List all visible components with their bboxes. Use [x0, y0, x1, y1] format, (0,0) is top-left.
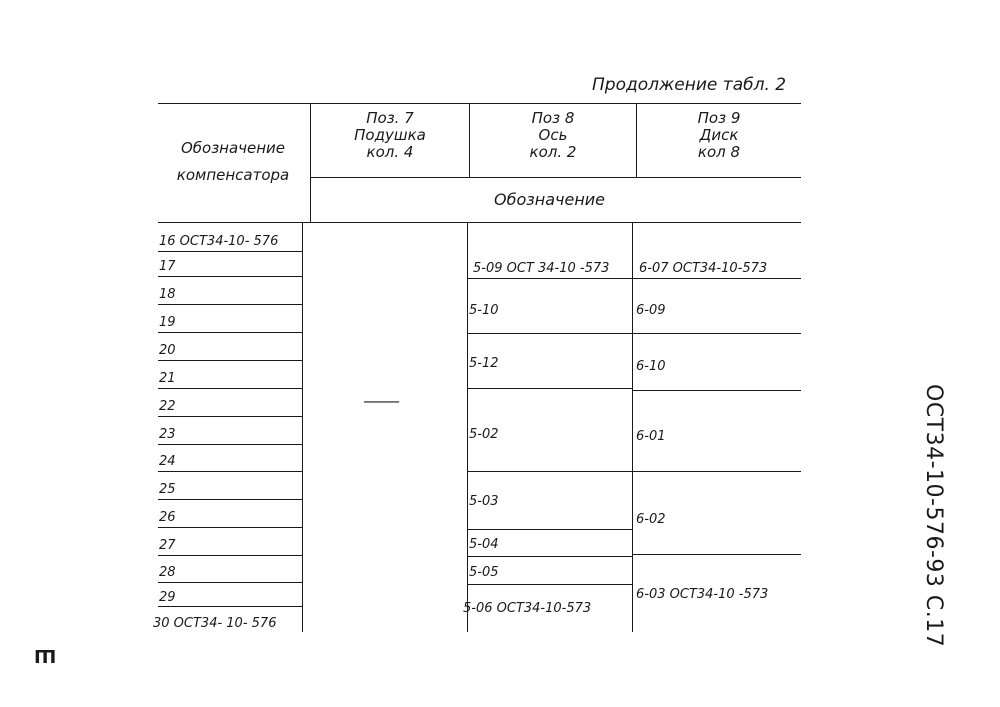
- row-label: 19: [159, 315, 176, 330]
- margin-mark: Ш: [34, 645, 57, 666]
- row-underline: [158, 527, 302, 528]
- pos9-cell: 6-10: [636, 359, 666, 374]
- row-underline: [158, 555, 302, 556]
- row-underline: [158, 332, 302, 333]
- pos8-cell: 5-05: [469, 565, 499, 580]
- pos8-divider: [467, 471, 632, 472]
- header-pos9: Поз 9 Диск кол 8: [697, 109, 741, 161]
- row-label: 17: [159, 259, 176, 274]
- pos8-divider: [467, 529, 632, 530]
- pos8-divider: [467, 388, 632, 389]
- row-label: 24: [159, 454, 176, 469]
- row-underline: [158, 606, 302, 607]
- row-underline: [158, 304, 302, 305]
- row-underline: [158, 276, 302, 277]
- row-label: 27: [159, 538, 176, 553]
- row-label: 26: [159, 510, 176, 525]
- pos9-divider: [632, 333, 801, 334]
- header-pos7: Поз. 7 Подушка кол. 4: [354, 109, 426, 161]
- row-label: 18: [159, 287, 176, 302]
- row-label: 29: [159, 590, 176, 605]
- row-underline: [158, 471, 302, 472]
- row-label: 23: [159, 427, 176, 442]
- row-underline: [158, 582, 302, 583]
- header-sub-designation: Обозначение: [494, 190, 606, 209]
- row-label: 16 ОСТ34-10- 576: [159, 234, 279, 249]
- pos9-divider: [632, 554, 801, 555]
- pos8-cell: 5-02: [469, 427, 499, 442]
- row-underline: [158, 444, 302, 445]
- row-label: 30 ОСТ34- 10- 576: [153, 616, 277, 631]
- table-caption: Продолжение табл. 2: [592, 75, 787, 95]
- pos9-cell: 6-03 ОСТ34-10 -573: [636, 587, 769, 602]
- row-underline: [158, 360, 302, 361]
- pos8-cell: 5-09 ОСТ 34-10 -573: [473, 261, 610, 276]
- pos9-divider: [632, 278, 801, 279]
- pos9-divider: [632, 471, 801, 472]
- row-label: 20: [159, 343, 176, 358]
- pos7-value: —: [362, 392, 401, 410]
- table-top-border: [158, 103, 801, 104]
- pos9-divider: [632, 390, 801, 391]
- body-col-divider-1: [302, 222, 303, 632]
- pos8-divider: [467, 333, 632, 334]
- pos8-cell: 5-04: [469, 537, 499, 552]
- pos9-cell: 6-09: [636, 303, 666, 318]
- header-designation: Обозначение компенсатора: [176, 139, 290, 184]
- pos9-cell: 6-07 ОСТ34-10-573: [639, 261, 768, 276]
- pos8-divider: [467, 278, 632, 279]
- row-underline: [158, 499, 302, 500]
- row-label: 22: [159, 399, 176, 414]
- pos8-divider: [467, 584, 632, 585]
- row-underline: [158, 416, 302, 417]
- pos9-cell: 6-01: [636, 429, 666, 444]
- pos8-cell: 5-06 ОСТ34-10-573: [463, 601, 592, 616]
- row-underline: [158, 251, 302, 252]
- row-label: 25: [159, 482, 176, 497]
- header-pos8: Поз 8 Ось кол. 2: [529, 109, 577, 161]
- row-underline: [158, 388, 302, 389]
- pos8-cell: 5-10: [469, 303, 499, 318]
- pos8-cell: 5-03: [469, 494, 499, 509]
- header-subdivider: [310, 177, 801, 178]
- header-bottom-border: [158, 222, 801, 223]
- pos8-divider: [467, 556, 632, 557]
- pos9-cell: 6-02: [636, 512, 666, 527]
- pos8-cell: 5-12: [469, 356, 499, 371]
- body-col-divider-3: [632, 222, 633, 632]
- row-label: 28: [159, 565, 176, 580]
- document-code-side-label: ОСТ34-10-576-93 С.17: [921, 384, 946, 648]
- row-label: 21: [159, 371, 176, 386]
